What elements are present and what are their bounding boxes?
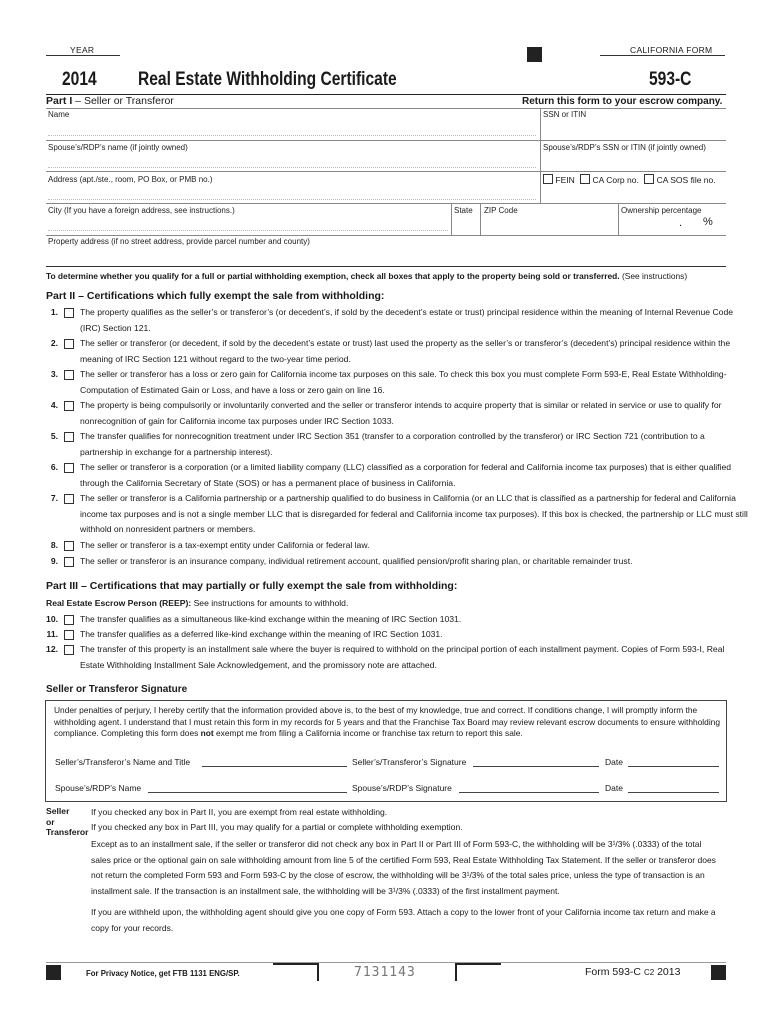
side-label-or: or <box>46 816 55 827</box>
part3-heading-part: Part III <box>46 580 79 592</box>
barcode-number: 7131143 <box>354 965 416 980</box>
footer-form-reference <box>585 966 680 978</box>
zip-input[interactable] <box>482 216 616 233</box>
item-text: The property qualifies as the seller’s or transferor’s (or decedent’s, if sold by the decedent’s estate or trust) principal residence within the meaning of Internal Revenue Code (IRC) Section 121. <box>80 307 734 333</box>
part2-heading <box>46 290 384 302</box>
perjury-text-b: exempt me from filing a California income or franchise tax return to report this sale. <box>213 728 523 738</box>
privacy-notice: For Privacy Notice, get FTB 1131 ENG/SP. <box>86 969 240 978</box>
name-input[interactable] <box>48 120 536 138</box>
item-3-checkbox[interactable] <box>64 370 74 380</box>
item-number: 5. <box>50 431 58 441</box>
item-11-checkbox[interactable] <box>64 630 74 640</box>
name-label: Name <box>48 110 70 119</box>
entity-type-options <box>543 174 716 185</box>
part3-heading-rest: – Certifications that may partially or fully exempt the sale from withholding: <box>78 580 458 592</box>
seller-name-title-line[interactable] <box>202 766 347 767</box>
registration-mark <box>527 47 542 62</box>
footer-form-c2: C2 <box>643 968 655 977</box>
item-4-checkbox[interactable] <box>64 401 74 411</box>
side-label-transferor: Transferor <box>46 827 89 837</box>
item-7-checkbox[interactable] <box>64 494 74 504</box>
property-address-label: Property address (if no street address, provide parcel number and county) <box>48 237 310 246</box>
spouse-name-line[interactable] <box>148 792 347 793</box>
spouse-signature-line[interactable] <box>459 792 599 793</box>
item-2-checkbox[interactable] <box>64 339 74 349</box>
seller-side-label <box>46 806 89 838</box>
item-text: The seller or transferor has a loss or zero gain for California income tax purposes on this sale. To check this box you must complete Form 593-E, Real Estate Withholding-Computation of Estimated Gain or Loss, and have a loss or zero gain on line 16. <box>80 369 727 395</box>
ca-sos-checkbox[interactable] <box>644 174 654 184</box>
spouse-signature-label: Spouse’s/RDP’s Signature <box>352 783 452 793</box>
part1-heading <box>46 95 174 107</box>
item-number: 11. <box>46 629 58 639</box>
state-input[interactable] <box>453 216 479 233</box>
determine-instruction <box>46 271 687 281</box>
item-number: 10. <box>46 614 58 624</box>
footer-bracket-right <box>455 963 501 981</box>
ownership-input[interactable] <box>621 216 723 233</box>
item-text: The seller or transferor is a tax-exempt entity under California or federal law. <box>80 540 370 550</box>
item-9-checkbox[interactable] <box>64 557 74 567</box>
year-rule <box>46 55 120 56</box>
ownership-decimal: . <box>679 217 683 229</box>
item-text: The transfer of this property is an installment sale where the buyer is required to withhold on the principal portion of each installment payment. Copies of Form 593-I, Real Estate Withholding Installment Sale Acknowledgement, and the promissory note are attached. <box>80 644 725 670</box>
spouse-date-label: Date <box>605 783 623 793</box>
ssn-label: SSN or ITIN <box>543 110 587 119</box>
item-number: 7. <box>50 493 58 503</box>
reep-rest: See instructions for amounts to withhold. <box>191 598 349 608</box>
item-text: The seller or transferor is an insurance company, individual retirement account, qualified pension/profit sharing plan, or charitable remainder trust. <box>80 556 633 566</box>
ca-form-label: CALIFORNIA FORM <box>630 45 713 55</box>
item-number: 9. <box>50 556 58 566</box>
item-number: 3. <box>50 369 58 379</box>
footer-rule <box>46 962 726 963</box>
seller-signature-line[interactable] <box>473 766 599 767</box>
item-text: The transfer qualifies for nonrecognition treatment under IRC Section 351 (transfer to a corporation controlled by the transferor) or IRC Section 721 (contribution to a partnership in exchange for a partnership interest). <box>80 431 705 457</box>
state-label: State <box>454 206 473 215</box>
reep-bold: Real Estate Escrow Person (REEP): <box>46 598 192 608</box>
spouse-name-input[interactable] <box>48 152 536 169</box>
spouse-name-sig-label: Spouse’s/RDP’s Name <box>55 783 142 793</box>
seller-note-line1: If you checked any box in Part II, you are exempt from real estate withholding. <box>91 807 388 817</box>
fein-label: FEIN <box>555 175 575 185</box>
ca-sos-label: CA SOS file no. <box>656 175 716 185</box>
return-instruction: Return this form to your escrow company. <box>522 96 723 107</box>
item-text: The seller or transferor is a corporation (or a limited liability company (LLC) classified as a corporation for federal and California income tax purposes) that is either qualified through the California Secretary of State (SOS) or has a permanent place of business in California. <box>80 462 732 488</box>
spouse-ssn-input[interactable] <box>543 152 723 169</box>
ownership-percent: % <box>703 216 713 228</box>
part2-heading-part: Part II <box>46 290 76 302</box>
item-1-checkbox[interactable] <box>64 308 74 318</box>
seller-note-line2: If you checked any box in Part III, you may qualify for a partial or complete withholding exemption. <box>91 822 463 832</box>
spouse-ssn-label: Spouse’s/RDP’s SSN or ITIN (if jointly owned) <box>543 143 706 152</box>
address-label: Address (apt./ste., room, PO Box, or PMB no.) <box>48 175 213 184</box>
fein-checkbox[interactable] <box>543 174 553 184</box>
determine-note: (See instructions) <box>621 271 688 281</box>
ssn-input[interactable] <box>543 120 723 138</box>
form-number: 593-C <box>649 69 692 90</box>
part1-heading-part: Part I <box>46 95 73 107</box>
item-text: The seller or transferor is a California partnership or a partnership qualified to do business in California (or an LLC that is classified as a partnership for federal and California income tax purposes and is not a single member LLC that is disregarded for federal and California income tax purposes). If this box is checked, the partnership or LLC must still withhold on nonresident partners or members. <box>80 493 748 535</box>
perjury-text-a: Under penalties of perjury, I hereby certify that the information provided above is, to the best of my knowledge, true and correct. If conditions change, I will promptly inform the withholding agent. I understand that I must retain this form in my records for 5 years and that the Franchise Tax Board may review relevant escrow documents to ensure withholding compliance. Completing this form does <box>54 705 720 738</box>
footer-form-ref: Form 593-C <box>585 966 642 978</box>
item-12-checkbox[interactable] <box>64 645 74 655</box>
ca-corp-label: CA Corp no. <box>592 175 639 185</box>
seller-note-para-b: If you are withheld upon, the withholding agent should give you one copy of Form 593. Attach a copy to the lower front of your California income tax return and make a copy for your records. <box>91 907 716 933</box>
footer-mark-right <box>711 965 726 980</box>
seller-signature-label: Seller’s/Transferor’s Signature <box>352 757 467 767</box>
ca-form-rule <box>600 55 725 56</box>
spouse-date-line[interactable] <box>628 792 719 793</box>
form-title: Real Estate Withholding Certificate <box>138 69 397 90</box>
perjury-statement <box>54 705 720 740</box>
property-address-input[interactable] <box>48 247 724 264</box>
signature-heading: Seller or Transferor Signature <box>46 684 188 695</box>
item-8-checkbox[interactable] <box>64 541 74 551</box>
form-year: 2014 <box>62 69 97 90</box>
item-number: 2. <box>50 338 58 348</box>
reep-note <box>46 598 348 608</box>
footer-form-year: 2013 <box>657 966 681 978</box>
footer-mark-left <box>46 965 61 980</box>
item-number: 1. <box>50 307 58 317</box>
part1-heading-rest: – Seller or Transferor <box>72 95 174 107</box>
spouse-name-label: Spouse’s/RDP’s name (if jointly owned) <box>48 143 188 152</box>
ca-corp-checkbox[interactable] <box>580 174 590 184</box>
city-input[interactable] <box>48 216 448 233</box>
item-number: 8. <box>50 540 58 550</box>
seller-note-para-a: Except as to an installment sale, if the seller or transferor did not check any box in Part II or Part III of Form 593-C, the withholding will be 3¹/3% (.0333) of the total sales price or the optional gain on sale withholding amount from line 5 of the certified Form 593, Real Estate Withholding Tax Statement. If the seller or transferor does not return the completed Form 593 and Form 593-C by the close of escrow, the withholding will be 3¹/3% of the total sales price, unless the type of transaction is an installment sale. If the transaction is an installment sale, the withholding will be 3¹/3% (.0333) of the first installment payment. <box>91 839 716 896</box>
footer-bracket-left <box>273 963 319 981</box>
city-label: City (If you have a foreign address, see instructions.) <box>48 206 235 215</box>
item-text: The transfer qualifies as a simultaneous like-kind exchange within the meaning of IRC Section 1031. <box>80 614 462 624</box>
item-10-checkbox[interactable] <box>64 615 74 625</box>
side-label-seller: Seller <box>46 806 70 816</box>
item-text: The property is being compulsorily or involuntarily converted and the seller or transferor intends to acquire property that is similar or related in service or use to qualify for nonrecognition of gain for California income tax purposes under IRC Section 1033. <box>80 400 722 426</box>
part3-heading <box>46 580 457 592</box>
item-5-checkbox[interactable] <box>64 432 74 442</box>
item-number: 12. <box>46 644 58 654</box>
determine-text: To determine whether you qualify for a full or partial withholding exemption, check all boxes that apply to the property being sold or transferred. <box>46 271 620 281</box>
item-text: The seller or transferor (or decedent, if sold by the decedent’s estate or trust) last used the property as the seller’s or transferor’s (decedent’s) principal residence within the meaning of IRC Section 121 without regard to the two-year time period. <box>80 338 731 364</box>
ownership-label: Ownership percentage <box>621 206 702 215</box>
year-label: YEAR <box>70 45 95 55</box>
item-6-checkbox[interactable] <box>64 463 74 473</box>
seller-date-label: Date <box>605 757 623 767</box>
address-input[interactable] <box>48 184 536 201</box>
zip-label: ZIP Code <box>484 206 518 215</box>
seller-date-line[interactable] <box>628 766 719 767</box>
part2-heading-rest: – Certifications which fully exempt the sale from withholding: <box>75 290 385 302</box>
item-number: 6. <box>50 462 58 472</box>
perjury-not: not <box>200 728 214 738</box>
item-number: 4. <box>50 400 58 410</box>
item-text: The transfer qualifies as a deferred like-kind exchange within the meaning of IRC Section 1031. <box>80 629 443 639</box>
seller-name-title-label: Seller’s/Transferor’s Name and Title <box>55 757 191 767</box>
